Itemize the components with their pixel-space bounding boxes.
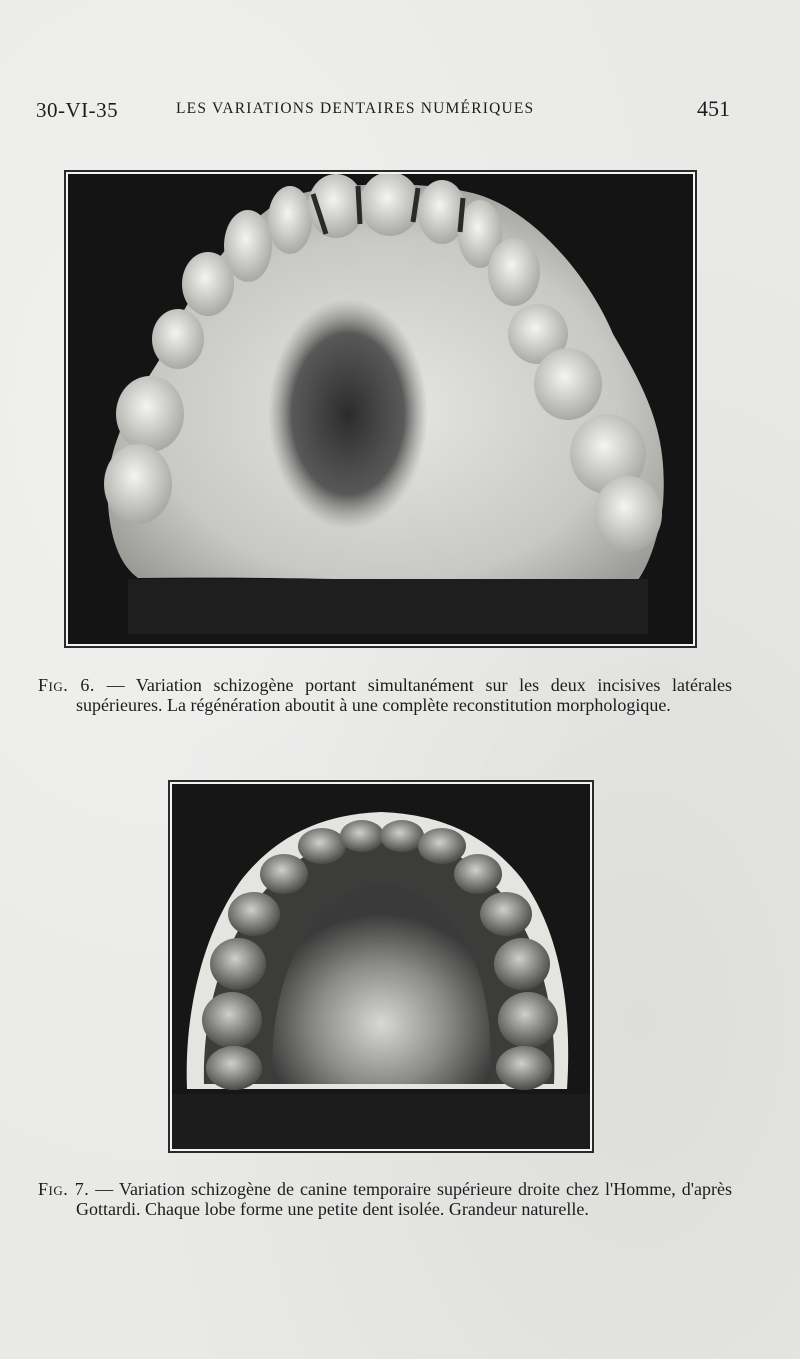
figure-7-label: Fig. 7. [38, 1179, 90, 1199]
figure-6-photo [64, 170, 697, 648]
running-header [36, 96, 730, 126]
header-date: 30-VI-35 [36, 98, 119, 122]
palate-stain [268, 299, 428, 529]
figure-7-photo [168, 780, 594, 1153]
figure-6-label: Fig. 6. [38, 675, 95, 695]
figure-6-dental-cast-image [68, 174, 693, 644]
page-number: 451 [697, 96, 730, 121]
figure-7-caption [38, 1180, 732, 1219]
header-title: LES VARIATIONS DENTAIRES NUMÉRIQUES [176, 100, 535, 117]
figure-7-dental-cast-image [172, 784, 590, 1149]
figure-7-caption-text: — Variation schizogène de canine temporaire supérieure droite chez l'Homme, d'après Gottardi. Chaque lobe forme une petite dent isolée. Grandeur naturelle. [76, 1179, 733, 1219]
figure-6-caption-text: — Variation schizogène portant simultanément sur les deux incisives latérales supérieures. La régénération aboutit à une complète reconstitution morphologique. [76, 675, 733, 715]
figure-6-caption [38, 676, 732, 715]
